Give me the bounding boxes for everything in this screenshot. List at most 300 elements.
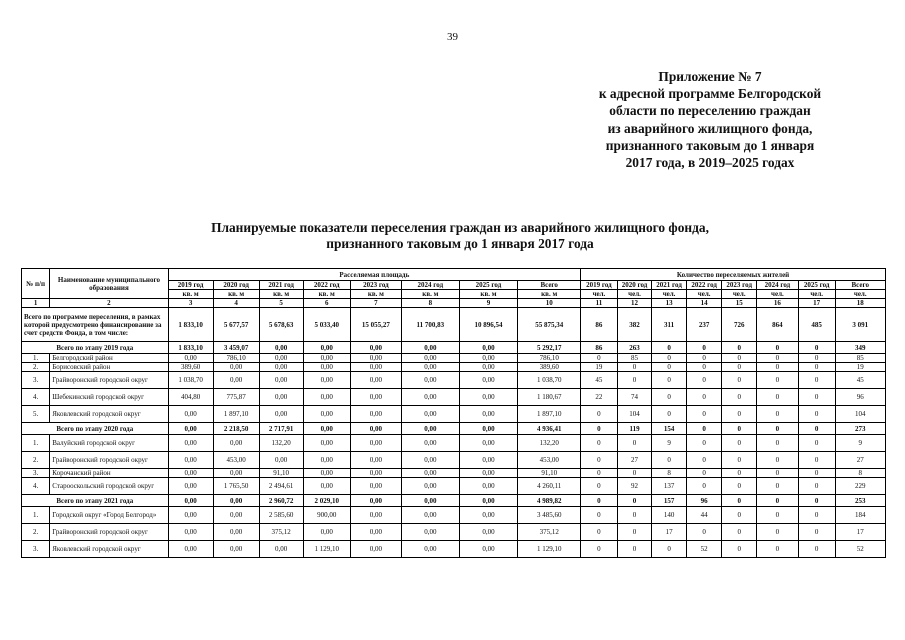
people-value: 0	[798, 495, 835, 507]
area-value: 1 833,10	[168, 308, 213, 342]
row-number: 1.	[22, 507, 50, 524]
area-value: 0,00	[350, 507, 401, 524]
people-value: 0	[756, 354, 798, 363]
people-value: 0	[798, 469, 835, 478]
people-value: 263	[617, 342, 652, 354]
people-value: 104	[617, 406, 652, 423]
people-value: 0	[798, 363, 835, 372]
area-value: 0,00	[402, 541, 460, 558]
people-value: 864	[756, 308, 798, 342]
col-header-people-year: 2020 год	[617, 281, 652, 290]
people-value: 0	[798, 372, 835, 389]
area-value: 0,00	[350, 495, 401, 507]
area-value: 0,00	[168, 423, 213, 435]
program-total-row	[22, 308, 886, 342]
area-value: 0,00	[350, 469, 401, 478]
area-value: 1 129,10	[518, 541, 581, 558]
people-value: 0	[686, 406, 722, 423]
area-value: 0,00	[459, 478, 518, 495]
people-value: 184	[835, 507, 886, 524]
area-value: 0,00	[213, 435, 259, 452]
table-row	[22, 478, 886, 495]
municipality-name: Яковлевский городской округ	[50, 406, 168, 423]
area-value: 0,00	[303, 389, 350, 406]
area-value: 0,00	[303, 372, 350, 389]
people-value: 0	[581, 469, 618, 478]
area-value: 4 260,11	[518, 478, 581, 495]
area-value: 2 029,10	[303, 495, 350, 507]
people-value: 85	[617, 354, 652, 363]
municipality-name: Белгородский район	[50, 354, 168, 363]
row-number: 2.	[22, 452, 50, 469]
column-number: 17	[798, 299, 835, 308]
municipality-name: Валуйский городской округ	[50, 435, 168, 452]
people-value: 0	[722, 406, 757, 423]
col-header-people-year: 2021 год	[652, 281, 687, 290]
relocation-table	[21, 268, 886, 558]
area-value: 132,20	[518, 435, 581, 452]
unit-people: чел.	[581, 290, 618, 299]
col-header-area-year: 2021 год	[259, 281, 303, 290]
area-value: 0,00	[350, 452, 401, 469]
unit-area: кв. м	[350, 290, 401, 299]
people-value: 0	[722, 354, 757, 363]
appendix-line: области по переселению граждан	[609, 103, 811, 119]
people-value: 726	[722, 308, 757, 342]
people-value: 0	[652, 389, 687, 406]
table-row	[22, 406, 886, 423]
people-value: 0	[686, 452, 722, 469]
area-value: 0,00	[303, 342, 350, 354]
area-value: 1 833,10	[168, 342, 213, 354]
column-number: 7	[350, 299, 401, 308]
area-value: 0,00	[459, 372, 518, 389]
people-value: 0	[756, 478, 798, 495]
column-number: 16	[756, 299, 798, 308]
people-value: 0	[617, 541, 652, 558]
area-value: 0,00	[168, 354, 213, 363]
column-number: 2	[50, 299, 168, 308]
people-value: 27	[835, 452, 886, 469]
people-value: 19	[835, 363, 886, 372]
people-value: 52	[686, 541, 722, 558]
area-value: 0,00	[213, 524, 259, 541]
people-value: 0	[581, 495, 618, 507]
people-value: 17	[652, 524, 687, 541]
unit-area: кв. м	[259, 290, 303, 299]
area-value: 0,00	[213, 363, 259, 372]
people-value: 0	[756, 406, 798, 423]
table-row	[22, 435, 886, 452]
people-value: 22	[581, 389, 618, 406]
area-value: 0,00	[459, 342, 518, 354]
area-value: 1 180,67	[518, 389, 581, 406]
area-value: 0,00	[213, 372, 259, 389]
row-number: 3.	[22, 372, 50, 389]
column-number: 14	[686, 299, 722, 308]
people-value: 0	[686, 524, 722, 541]
column-number: 15	[722, 299, 757, 308]
area-value: 3 485,60	[518, 507, 581, 524]
area-value: 0,00	[213, 495, 259, 507]
row-number: 1.	[22, 354, 50, 363]
people-value: 8	[652, 469, 687, 478]
area-value: 389,60	[168, 363, 213, 372]
area-value: 0,00	[350, 342, 401, 354]
column-number: 1	[22, 299, 50, 308]
appendix-line: Приложение № 7	[658, 69, 762, 84]
people-value: 0	[652, 541, 687, 558]
table-row	[22, 389, 886, 406]
area-value: 5 033,40	[303, 308, 350, 342]
unit-people: чел.	[835, 290, 886, 299]
people-value: 0	[617, 524, 652, 541]
unit-people: чел.	[686, 290, 722, 299]
people-value: 44	[686, 507, 722, 524]
area-value: 0,00	[459, 389, 518, 406]
row-number: 3.	[22, 469, 50, 478]
area-value: 132,20	[259, 435, 303, 452]
people-value: 74	[617, 389, 652, 406]
row-number: 2.	[22, 363, 50, 372]
area-value: 0,00	[459, 495, 518, 507]
area-value: 1 038,70	[168, 372, 213, 389]
area-value: 5 677,57	[213, 308, 259, 342]
municipality-name: Старооскольский городской округ	[50, 478, 168, 495]
area-value: 0,00	[402, 389, 460, 406]
area-value: 0,00	[168, 478, 213, 495]
people-value: 0	[798, 406, 835, 423]
people-value: 0	[722, 452, 757, 469]
area-value: 0,00	[402, 354, 460, 363]
area-value: 0,00	[259, 406, 303, 423]
area-value: 0,00	[303, 478, 350, 495]
area-value: 0,00	[259, 541, 303, 558]
table-row	[22, 354, 886, 363]
table-row	[22, 541, 886, 558]
area-value: 0,00	[259, 372, 303, 389]
area-value: 0,00	[459, 354, 518, 363]
people-value: 0	[686, 372, 722, 389]
table-row	[22, 372, 886, 389]
area-value: 0,00	[259, 342, 303, 354]
column-number: 9	[459, 299, 518, 308]
people-value: 0	[581, 423, 618, 435]
people-value: 0	[581, 524, 618, 541]
people-value: 119	[617, 423, 652, 435]
people-value: 0	[756, 452, 798, 469]
people-value: 0	[581, 478, 618, 495]
row-number: 4.	[22, 389, 50, 406]
people-value: 0	[652, 372, 687, 389]
people-value: 0	[686, 478, 722, 495]
area-value: 404,80	[168, 389, 213, 406]
col-header-name: Наименование муниципального образования	[50, 269, 168, 299]
stage-total-row	[22, 342, 886, 354]
area-value: 0,00	[459, 469, 518, 478]
people-value: 0	[798, 389, 835, 406]
unit-people: чел.	[798, 290, 835, 299]
area-value: 0,00	[402, 406, 460, 423]
people-value: 382	[617, 308, 652, 342]
area-value: 0,00	[303, 363, 350, 372]
area-value: 0,00	[213, 541, 259, 558]
people-value: 0	[652, 354, 687, 363]
area-value: 15 055,27	[350, 308, 401, 342]
area-value: 0,00	[213, 507, 259, 524]
people-value: 0	[798, 524, 835, 541]
people-value: 0	[617, 435, 652, 452]
people-value: 0	[756, 389, 798, 406]
area-value: 0,00	[402, 423, 460, 435]
area-value: 0,00	[303, 435, 350, 452]
row-number: 1.	[22, 435, 50, 452]
people-value: 0	[581, 452, 618, 469]
col-header-area-year: 2023 год	[350, 281, 401, 290]
appendix-heading	[540, 68, 880, 171]
people-value: 311	[652, 308, 687, 342]
people-value: 0	[686, 423, 722, 435]
area-value: 1 897,10	[518, 406, 581, 423]
table-row	[22, 452, 886, 469]
area-value: 4 989,82	[518, 495, 581, 507]
area-value: 2 494,61	[259, 478, 303, 495]
municipality-name: Шебекинский городской округ	[50, 389, 168, 406]
people-value: 0	[798, 354, 835, 363]
people-value: 0	[722, 524, 757, 541]
area-value: 0,00	[402, 452, 460, 469]
col-header-people-year: 2024 год	[756, 281, 798, 290]
municipality-name: Яковлевский городской округ	[50, 541, 168, 558]
unit-people: чел.	[652, 290, 687, 299]
area-value: 1 897,10	[213, 406, 259, 423]
people-value: 0	[756, 495, 798, 507]
col-header-area-year: 2022 год	[303, 281, 350, 290]
area-value: 0,00	[350, 541, 401, 558]
area-value: 0,00	[168, 495, 213, 507]
area-value: 2 585,60	[259, 507, 303, 524]
area-value: 0,00	[350, 406, 401, 423]
people-value: 0	[617, 363, 652, 372]
area-value: 0,00	[303, 423, 350, 435]
area-value: 0,00	[350, 524, 401, 541]
area-value: 0,00	[350, 478, 401, 495]
appendix-line: из аварийного жилищного фонда,	[607, 120, 813, 136]
row-number: 4.	[22, 478, 50, 495]
people-value: 0	[617, 469, 652, 478]
table-row	[22, 524, 886, 541]
column-number: 8	[402, 299, 460, 308]
people-value: 0	[652, 452, 687, 469]
area-value: 0,00	[303, 524, 350, 541]
col-header-area-year: 2019 год	[168, 281, 213, 290]
page-number: 39	[447, 31, 458, 43]
people-value: 0	[617, 495, 652, 507]
stage-total-label: Всего по этапу 2021 года	[22, 495, 169, 507]
area-value: 375,12	[518, 524, 581, 541]
people-value: 154	[652, 423, 687, 435]
area-value: 0,00	[402, 469, 460, 478]
municipality-name: Борисовский район	[50, 363, 168, 372]
appendix-line: к адресной программе Белгородской	[598, 86, 822, 102]
area-value: 0,00	[402, 435, 460, 452]
area-value: 0,00	[303, 406, 350, 423]
column-number: 12	[617, 299, 652, 308]
people-value: 0	[798, 342, 835, 354]
area-value: 5 292,17	[518, 342, 581, 354]
municipality-name: Корочанский район	[50, 469, 168, 478]
people-value: 273	[835, 423, 886, 435]
area-value: 0,00	[259, 452, 303, 469]
column-number: 5	[259, 299, 303, 308]
people-value: 0	[617, 372, 652, 389]
col-header-people-year: 2019 год	[581, 281, 618, 290]
area-value: 1 038,70	[518, 372, 581, 389]
column-number: 4	[213, 299, 259, 308]
people-value: 0	[722, 541, 757, 558]
area-value: 0,00	[350, 423, 401, 435]
people-value: 0	[722, 423, 757, 435]
area-value: 0,00	[259, 389, 303, 406]
people-value: 485	[798, 308, 835, 342]
area-value: 453,00	[518, 452, 581, 469]
people-value: 86	[581, 342, 618, 354]
area-value: 0,00	[259, 363, 303, 372]
area-value: 0,00	[402, 478, 460, 495]
people-value: 229	[835, 478, 886, 495]
area-value: 0,00	[168, 507, 213, 524]
area-value: 0,00	[350, 372, 401, 389]
area-value: 0,00	[350, 389, 401, 406]
people-value: 19	[581, 363, 618, 372]
col-header-area-year: 2025 год	[459, 281, 518, 290]
column-number: 10	[518, 299, 581, 308]
area-value: 1 765,50	[213, 478, 259, 495]
people-value: 52	[835, 541, 886, 558]
col-header-people-year: Всего	[835, 281, 886, 290]
people-value: 0	[652, 363, 687, 372]
people-value: 3 091	[835, 308, 886, 342]
appendix-line: признанного таковым до 1 января	[605, 137, 815, 153]
unit-area: кв. м	[518, 290, 581, 299]
people-value: 0	[798, 541, 835, 558]
unit-area: кв. м	[168, 290, 213, 299]
col-group-people: Количество переселяемых жителей	[581, 269, 886, 281]
title-line: признанного таковым до 1 января 2017 года	[326, 236, 594, 251]
people-value: 0	[798, 507, 835, 524]
area-value: 0,00	[303, 469, 350, 478]
people-value: 0	[686, 469, 722, 478]
people-value: 86	[581, 308, 618, 342]
area-value: 0,00	[168, 406, 213, 423]
people-value: 0	[722, 478, 757, 495]
col-header-area-year: 2020 год	[213, 281, 259, 290]
area-value: 0,00	[459, 423, 518, 435]
people-value: 104	[835, 406, 886, 423]
people-value: 0	[756, 342, 798, 354]
people-value: 137	[652, 478, 687, 495]
people-value: 0	[722, 469, 757, 478]
area-value: 0,00	[402, 342, 460, 354]
people-value: 0	[686, 342, 722, 354]
people-value: 0	[798, 478, 835, 495]
people-value: 237	[686, 308, 722, 342]
people-value: 0	[722, 507, 757, 524]
area-value: 1 129,10	[303, 541, 350, 558]
people-value: 45	[581, 372, 618, 389]
area-value: 389,60	[518, 363, 581, 372]
column-number: 6	[303, 299, 350, 308]
area-value: 5 678,63	[259, 308, 303, 342]
people-value: 157	[652, 495, 687, 507]
col-header-area-year: 2024 год	[402, 281, 460, 290]
people-value: 0	[722, 495, 757, 507]
area-value: 0,00	[402, 524, 460, 541]
people-value: 140	[652, 507, 687, 524]
people-value: 0	[756, 372, 798, 389]
people-value: 0	[581, 354, 618, 363]
people-value: 0	[652, 342, 687, 354]
col-header-area-year: Всего	[518, 281, 581, 290]
area-value: 0,00	[459, 406, 518, 423]
people-value: 0	[686, 435, 722, 452]
people-value: 0	[652, 406, 687, 423]
area-value: 0,00	[259, 354, 303, 363]
people-value: 0	[581, 541, 618, 558]
area-value: 0,00	[402, 495, 460, 507]
stage-total-row	[22, 423, 886, 435]
area-value: 0,00	[303, 354, 350, 363]
unit-people: чел.	[617, 290, 652, 299]
area-value: 91,10	[259, 469, 303, 478]
area-value: 786,10	[213, 354, 259, 363]
area-value: 0,00	[168, 435, 213, 452]
people-value: 92	[617, 478, 652, 495]
appendix-line: 2017 года, в 2019–2025 годах	[625, 155, 795, 171]
column-number: 13	[652, 299, 687, 308]
col-header-people-year: 2025 год	[798, 281, 835, 290]
people-value: 17	[835, 524, 886, 541]
people-value: 0	[617, 507, 652, 524]
row-number: 5.	[22, 406, 50, 423]
area-value: 91,10	[518, 469, 581, 478]
col-group-area: Расселяемая площадь	[168, 269, 581, 281]
people-value: 8	[835, 469, 886, 478]
people-value: 0	[756, 541, 798, 558]
area-value: 0,00	[402, 372, 460, 389]
people-value: 349	[835, 342, 886, 354]
col-header-number: № п/п	[22, 269, 50, 299]
people-value: 0	[722, 372, 757, 389]
people-value: 0	[581, 507, 618, 524]
people-value: 0	[686, 363, 722, 372]
people-value: 85	[835, 354, 886, 363]
area-value: 375,12	[259, 524, 303, 541]
area-value: 0,00	[350, 435, 401, 452]
row-number: 2.	[22, 524, 50, 541]
people-value: 0	[756, 435, 798, 452]
unit-area: кв. м	[303, 290, 350, 299]
area-value: 0,00	[459, 541, 518, 558]
people-value: 0	[722, 435, 757, 452]
unit-area: кв. м	[213, 290, 259, 299]
people-value: 0	[756, 469, 798, 478]
area-value: 0,00	[459, 507, 518, 524]
people-value: 0	[686, 354, 722, 363]
area-value: 0,00	[303, 452, 350, 469]
area-value: 2 717,91	[259, 423, 303, 435]
area-value: 11 700,83	[402, 308, 460, 342]
